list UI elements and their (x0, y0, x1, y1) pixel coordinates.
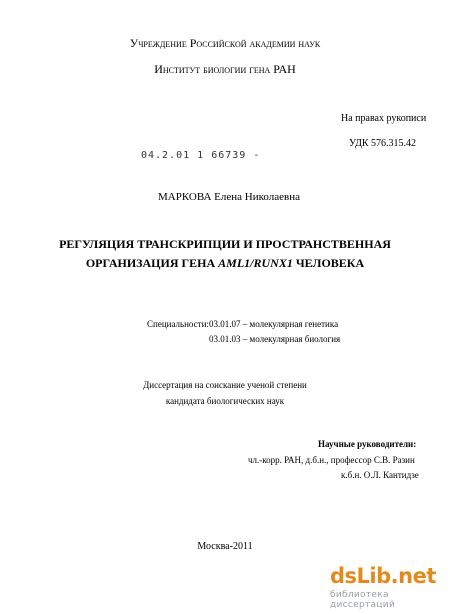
udc-code: УДК 576.315.42 (349, 138, 417, 149)
supervisors-label: Научные руководители: (318, 439, 417, 449)
author-name: МАРКОВА Елена Николаевна (158, 191, 300, 203)
supervisor-razin: чл.-корр. РАН, д.б.н., профессор С.В. Разин (248, 455, 415, 465)
title-line-1: РЕГУЛЯЦИЯ ТРАНСКРИПЦИИ И ПРОСТРАНСТВЕННАЯ (59, 237, 391, 251)
degree-line-1: Диссертация на соискание ученой степени (143, 380, 307, 390)
city-year: Москва-2011 (197, 541, 253, 552)
specialty-biology: 03.01.03 – молекулярная биология (209, 334, 341, 344)
institution-name: Учреждение Российской академии наук (129, 36, 321, 50)
specialties-label: Специальности: (147, 319, 209, 329)
supervisor-kantidze: к.б.н. О.Л. Кантидзе (341, 470, 419, 480)
institute-name: Институт биологии гена РАН (154, 62, 296, 76)
specialty-genetics: 03.01.07 – молекулярная генетика (209, 319, 339, 329)
manuscript-note: На правах рукописи (341, 113, 427, 124)
watermark-subtitle: библиотека диссертаций (330, 590, 396, 610)
dslib-watermark (330, 564, 440, 610)
title-line-2 (0, 256, 450, 271)
gene-name: AML1/RUNX1 (218, 256, 293, 270)
watermark-logo: dsLib.net (330, 564, 436, 588)
library-stamp: 04.2.01 1 66739 - (141, 150, 261, 161)
title-line-2-prefix: ОРГАНИЗАЦИЯ ГЕНА (85, 256, 219, 270)
title-line-2-suffix: ЧЕЛОВЕКА (292, 256, 365, 270)
degree-line-2: кандидата биологических наук (165, 396, 285, 406)
